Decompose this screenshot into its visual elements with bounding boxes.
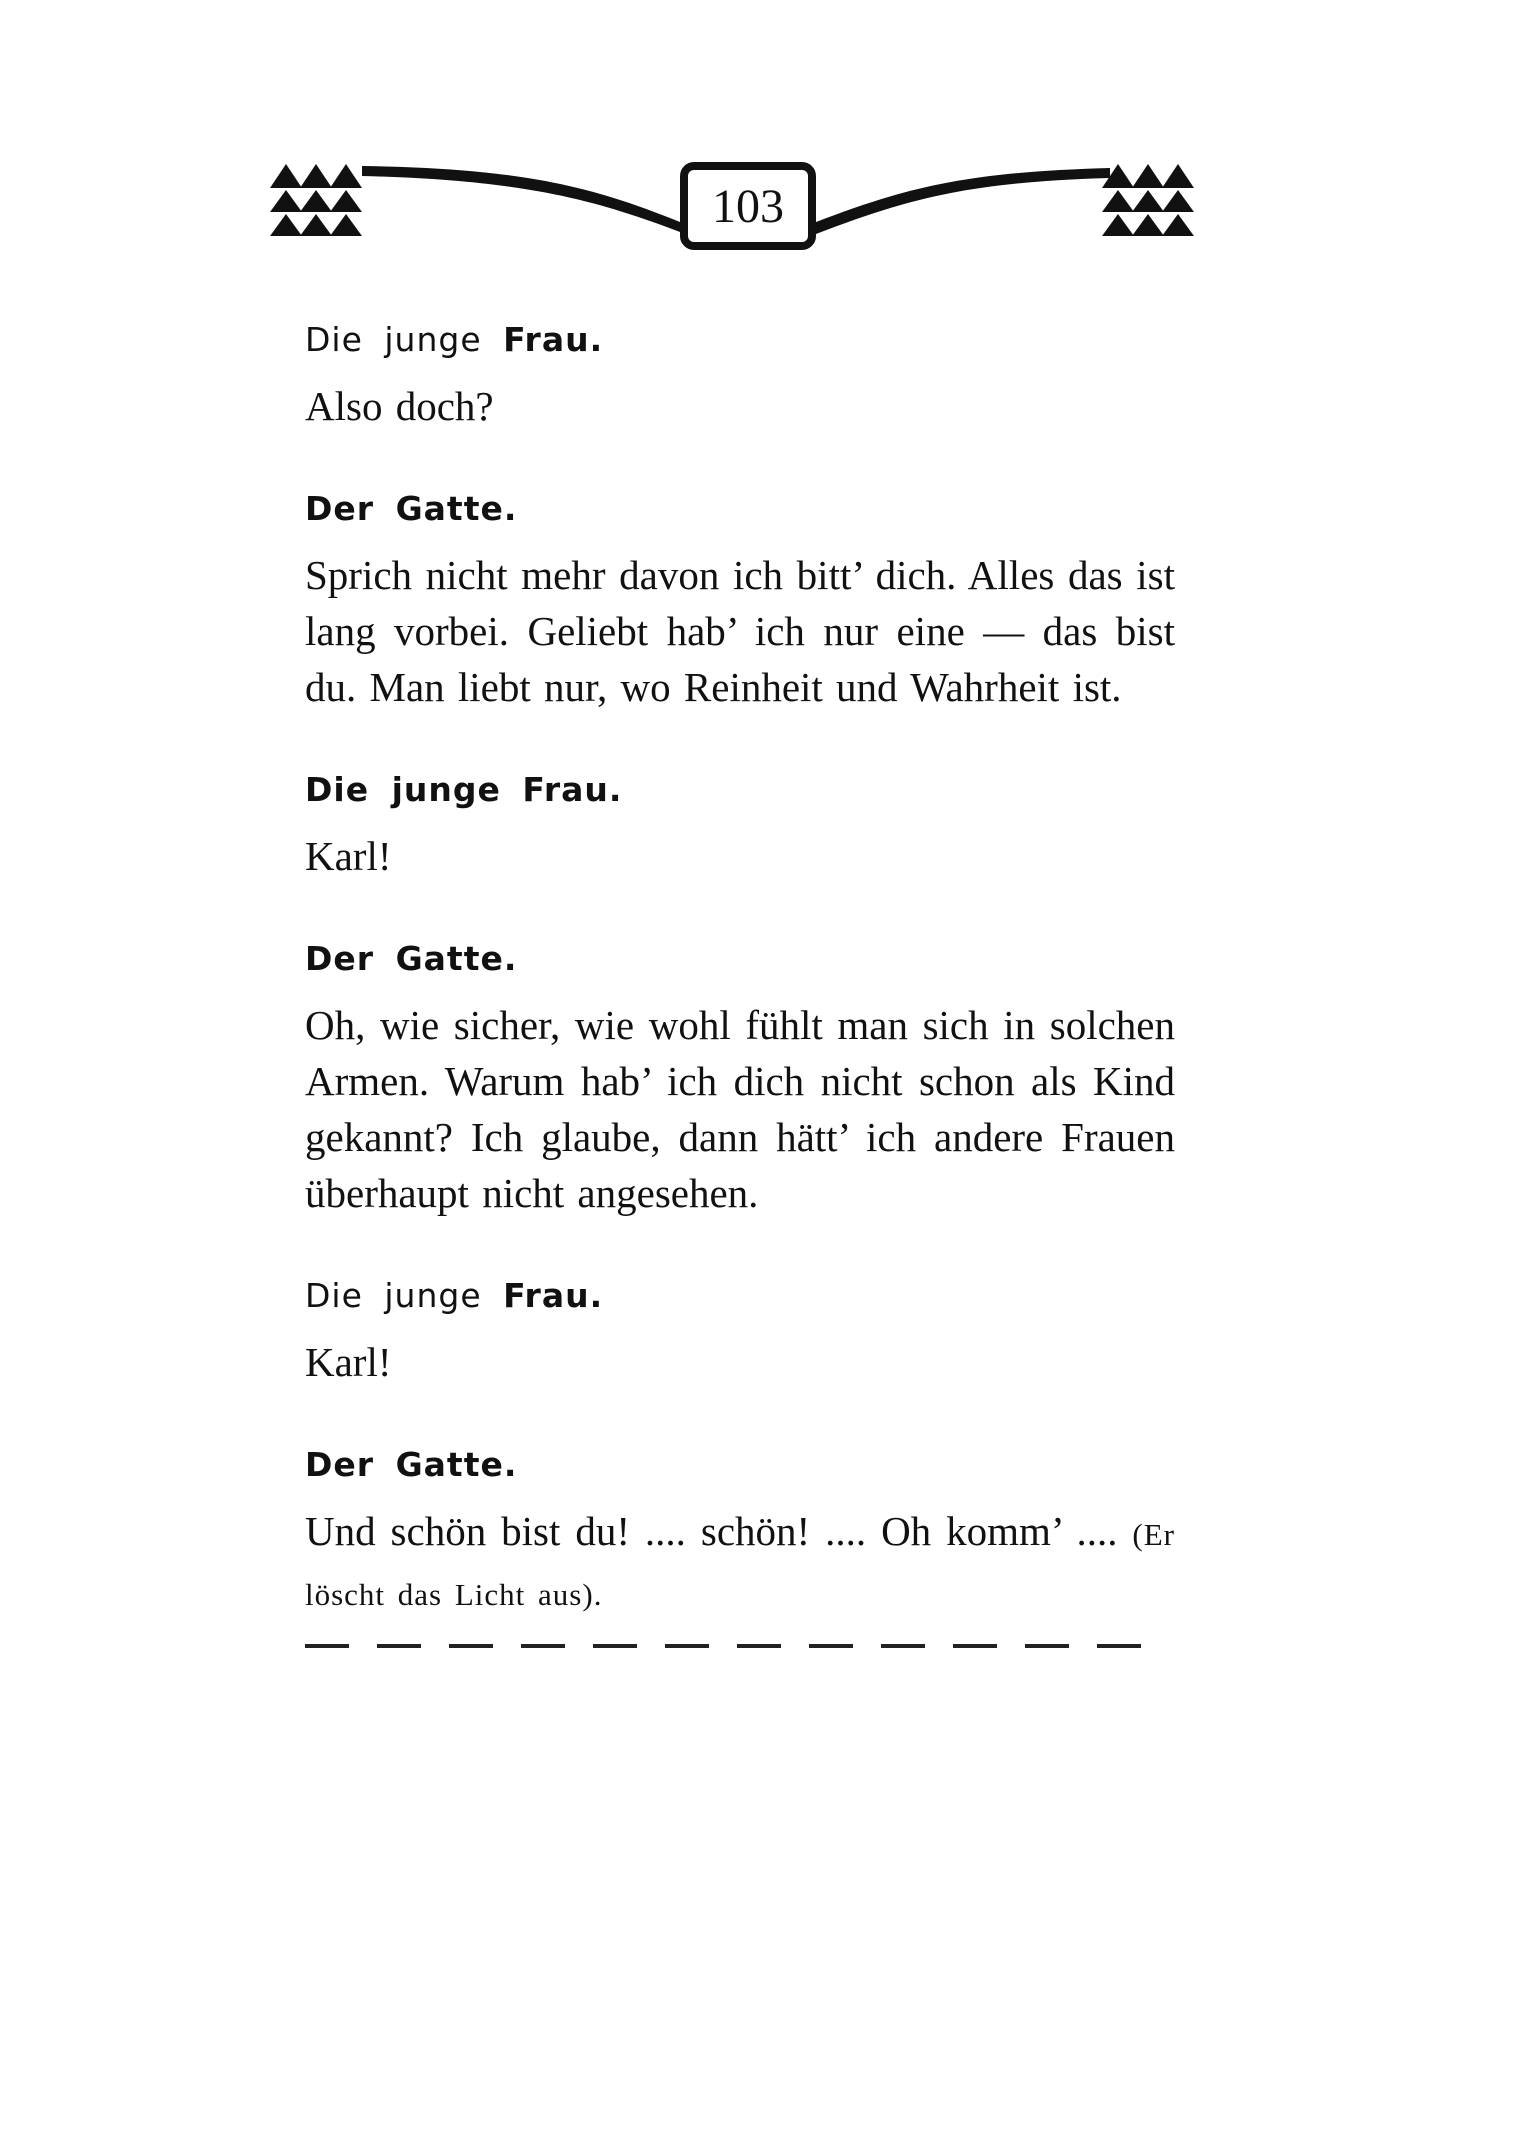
speaker-name-part: Der [305,939,375,978]
speaker-name-part: Die junge [305,320,482,359]
dialogue-line-text: Und schön bist du! .... schön! .... Oh komm’ .... [305,1508,1118,1554]
speaker-name-part: Der [305,489,375,528]
speaker-name-part: Frau. [503,320,604,359]
dashed-end-rule [305,1644,1165,1648]
left-swoosh-line [362,166,680,232]
dialogue-line: Karl! [305,833,392,879]
right-triangle-ornament-icon [1102,164,1194,236]
dialogue-body [305,320,1175,1648]
speaker-name-part: Frau. [503,1276,604,1315]
stage-direction: (Er löscht das Licht aus). [305,1517,1176,1612]
speaker-name-part: Gatte. [395,1445,518,1484]
dialogue-line: Karl! [305,1339,392,1385]
dialogue-line: Also doch? [305,383,494,429]
dialogue-line: Sprich nicht mehr davon ich bitt’ dich. Alles das ist lang vorbei. Geliebt hab’ ich nur eine — das bist du. Man liebt nur, wo Reinheit und Wahrheit ist. [305,552,1175,710]
speaker-name-part: Die junge [305,1276,482,1315]
speaker-name-part: Frau. [522,770,623,809]
speaker-label [305,1445,1175,1485]
speaker-label [305,770,1175,810]
dialogue-line: Oh, wie sicher, wie wohl fühlt man sich in solchen Armen. Warum hab’ ich dich nicht schon als Kind gekannt? Ich glaube, dann hätt’ ich andere Frauen überhaupt nicht angesehen. [305,1002,1175,1216]
speaker-name-part: Der [305,1445,375,1484]
speaker-name-part: Gatte. [395,939,518,978]
ornament-vignette [270,150,1230,270]
left-triangle-ornament-icon [270,164,362,236]
dialogue-line [305,1503,1175,1623]
page-header-ornament [270,150,1230,270]
speaker-label [305,320,1175,360]
speaker-name-part: Die junge [305,770,501,809]
speaker-label [305,1276,1175,1316]
page-number: 103 [712,180,784,233]
speaker-name-part: Gatte. [395,489,518,528]
speaker-label [305,489,1175,529]
speaker-label [305,939,1175,979]
right-swoosh-line [816,168,1110,234]
